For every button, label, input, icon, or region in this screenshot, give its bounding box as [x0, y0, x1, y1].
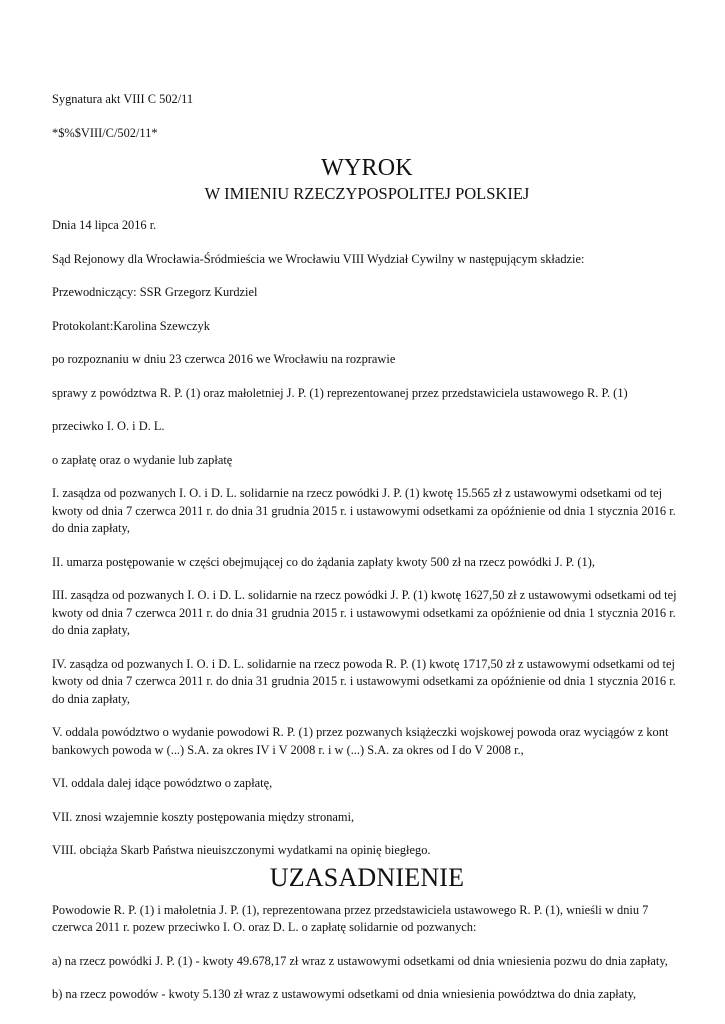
- judgment-title: WYROK: [321, 155, 413, 181]
- judgment-point: VII. znosi wzajemnie koszty postępowania między stronami,: [52, 809, 355, 824]
- judgment-document: [52, 91, 682, 1020]
- case-code: *$%$VIII/C/502/11*: [52, 125, 158, 140]
- case-defendants: przeciwko I. O. i D. L.: [52, 419, 165, 433]
- presiding-judge: Przewodniczący: SSR Grzegorz Kurdziel: [52, 285, 258, 299]
- justification-paragraph: Powodowie R. P. (1) i małoletnia J. P. (1), reprezentowana przez przedstawiciela ustawowego R. P. (1), wnieśli w dniu 7 czerwca 2011 r. pozew przeciwko I. O. oraz D. L. o zapłatę solidarnie od pozwanych:: [52, 902, 649, 934]
- justification-paragraph: a) na rzecz powódki J. P. (1) - kwoty 49.678,17 zł wraz z ustawowymi odsetkami od dnia wniesienia pozwu do dnia zapłaty,: [52, 953, 668, 968]
- case-parties: sprawy z powództwa R. P. (1) oraz małoletniej J. P. (1) reprezentowanej przez przedstawiciela ustawowego R. P. (1): [52, 385, 628, 400]
- judgment-point: I. zasądza od pozwanych I. O. i D. L. solidarnie na rzecz powódki J. P. (1) kwotę 15.565 zł z ustawowymi odsetkami od tej kwoty od dnia 7 czerwca 2011 r. do dnia 31 grudnia 2015 r. i ustawowymi odsetkami za opóźnienie od dnia 1 stycznia 2016 r. do dnia zapłaty,: [52, 486, 676, 535]
- judgment-date: Dnia 14 lipca 2016 r.: [52, 218, 157, 232]
- judgment-subtitle: W IMIENIU RZECZYPOSPOLITEJ POLSKIEJ: [204, 184, 530, 203]
- judgment-point: III. zasądza od pozwanych I. O. i D. L. solidarnie na rzecz powódki J. P. (1) kwotę 1627,50 zł z ustawowymi odsetkami od tej kwoty od dnia 7 czerwca 2011 r. do dnia 31 grudnia 2015 r. i ustawowymi odsetkami za opóźnienie od dnia 1 stycznia 2016 r. do dnia zapłaty,: [52, 588, 677, 637]
- case-subject: o zapłatę oraz o wydanie lub zapłatę: [52, 452, 233, 467]
- judgment-point: V. oddala powództwo o wydanie powodowi R. P. (1) przez pozwanych książeczki wojskowej powoda oraz wyciągów z kont bankowych powoda w (...) S.A. za okres IV i V 2008 r. i w (...) S.A. za okres od I do V 2008 r.,: [52, 725, 669, 757]
- court-clerk: Protokolant:Karolina Szewczyk: [52, 318, 210, 333]
- justification-paragraph: b) na rzecz powodów - kwoty 5.130 zł wraz z ustawowymi odsetkami od dnia wniesienia powództwa do dnia zapłaty,: [52, 987, 637, 1001]
- case-signature: Sygnatura akt VIII C 502/11: [52, 92, 194, 106]
- judgment-point: VIII. obciąża Skarb Państwa nieuiszczonymi wydatkami na opinię biegłego.: [52, 843, 431, 857]
- judgment-point: II. umarza postępowanie w części obejmującej co do żądania zapłaty kwoty 500 zł na rzecz powódki J. P. (1),: [52, 554, 595, 569]
- judgment-point: IV. zasądza od pozwanych I. O. i D. L. solidarnie na rzecz powoda R. P. (1) kwotę 1717,50 zł z ustawowymi odsetkami od tej kwoty od dnia 7 czerwca 2011 r. do dnia 31 grudnia 2015 r. i ustawowymi odsetkami za opóźnienie od dnia 1 stycznia 2016 r. do dnia zapłaty,: [52, 656, 676, 706]
- justification-title: UZASADNIENIE: [269, 862, 465, 892]
- hearing-info: po rozpoznaniu w dniu 23 czerwca 2016 we Wrocławiu na rozprawie: [52, 352, 396, 366]
- judgment-point: VI. oddala dalej idące powództwo o zapłatę,: [52, 776, 273, 790]
- court-composition: Sąd Rejonowy dla Wrocławia-Śródmieścia we Wrocławiu VIII Wydział Cywilny w następującym składzie:: [52, 251, 585, 266]
